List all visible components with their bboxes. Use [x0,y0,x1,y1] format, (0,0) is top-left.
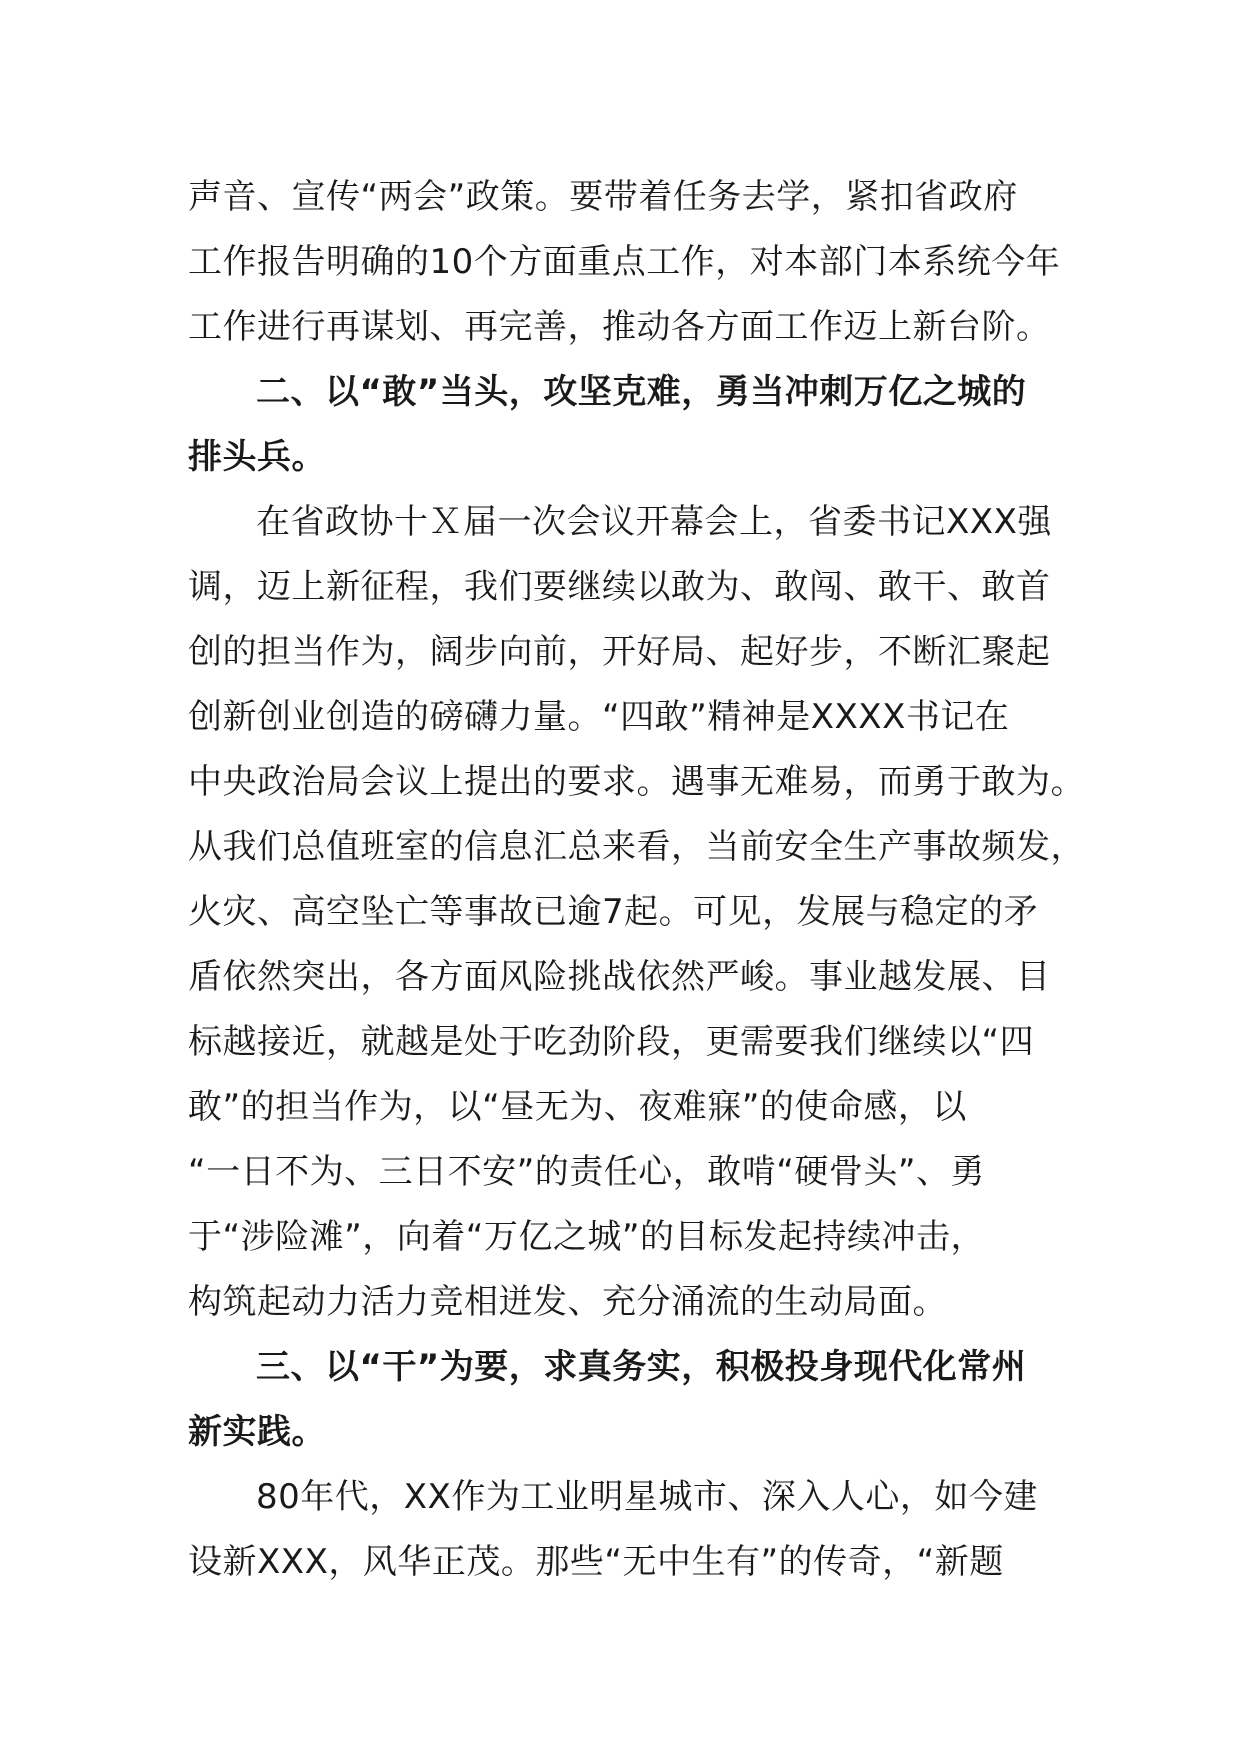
paragraph-line: 在省政协十Ｘ届一次会议开幕会上，省委书记XXX强 [256,502,1052,542]
paragraph-line: 中央政治局会议上提出的要求。遇事无难易，而勇于敢为。 [188,762,1085,802]
paragraph-line: 创的担当作为，阔步向前，开好局、起好步，不断汇聚起 [188,632,1051,672]
paragraph-line: 创新创业创造的磅礴力量。“四敢”精神是XXXX书记在 [188,697,1010,737]
paragraph-line: 80年代，XX作为工业明星城市、深入人心，如今建 [256,1477,1038,1517]
section-heading-two-continued: 排头兵。 [188,437,326,477]
section-heading-two: 二、以“敢”当头，攻坚克难，勇当冲刺万亿之城的 [256,372,1027,412]
paragraph-line: 工作报告明确的10个方面重点工作，对本部门本系统今年 [188,242,1061,282]
paragraph-line: 工作进行再谋划、再完善，推动各方面工作迈上新台阶。 [188,307,1051,347]
paragraph-line: 火灾、高空坠亡等事故已逾7起。可见，发展与稳定的矛 [188,892,1039,932]
paragraph-line: 从我们总值班室的信息汇总来看，当前安全生产事故频发， [188,827,1085,867]
paragraph-line: 设新XXX，风华正茂。那些“无中生有”的传奇，“新题 [188,1542,1004,1582]
paragraph-line: 调，迈上新征程，我们要继续以敢为、敢闯、敢干、敢首 [188,567,1051,607]
section-heading-three-continued: 新实践。 [188,1412,326,1452]
document-body [188,165,1085,1595]
section-heading-three: 三、以“干”为要，求真务实，积极投身现代化常州 [256,1347,1027,1387]
paragraph-line: 声音、宣传“两会”政策。要带着任务去学，紧扣省政府 [188,177,1018,217]
paragraph-line: 标越接近，就越是处于吃劲阶段，更需要我们继续以“四 [188,1022,1035,1062]
paragraph-line: 构筑起动力活力竞相迸发、充分涌流的生动局面。 [188,1282,947,1322]
paragraph-line: 敢”的担当作为，以“昼无为、夜难寐”的使命感，以 [188,1087,967,1127]
paragraph-line: “一日不为、三日不安”的责任心，敢啃“硬骨头”、勇 [188,1152,985,1192]
paragraph-line: 于“涉险滩”，向着“万亿之城”的目标发起持续冲击， [188,1217,985,1257]
paragraph-line: 盾依然突出，各方面风险挑战依然严峻。事业越发展、目 [188,957,1051,997]
